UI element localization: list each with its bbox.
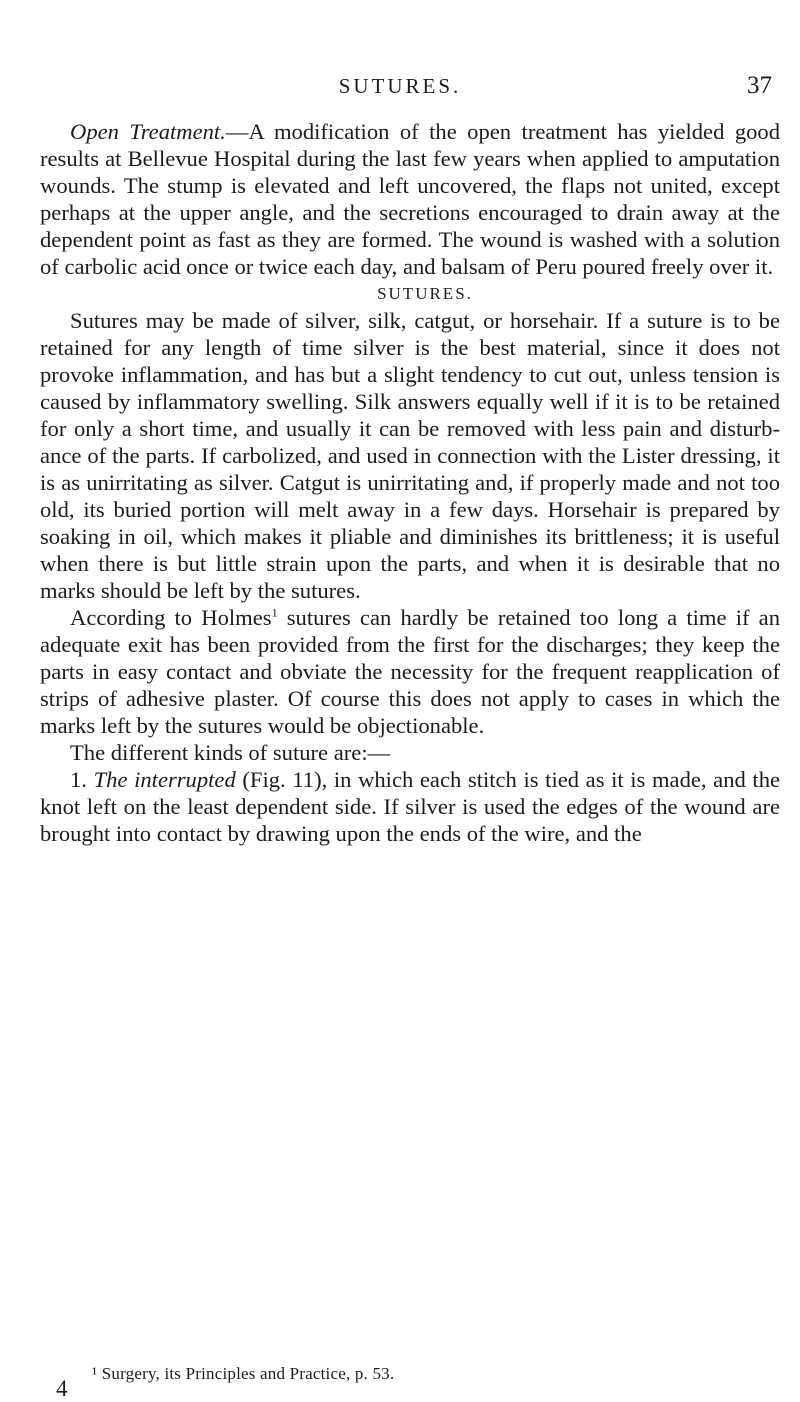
running-head [0, 72, 800, 112]
interrupted-number: 1. [70, 767, 94, 792]
interrupted-text: (Fig. 11), in which each stitch is tied as it is made, and the knot left on the least dependent side. If silver is used the edges of the wound are brought into contact by drawing upon the ends of the wire, and the [40, 767, 781, 846]
page-number: 37 [747, 72, 772, 99]
footnote-reference: 1 [271, 605, 278, 620]
section-heading: SUTURES. [377, 284, 473, 303]
open-treatment-run-in: Open Treatment. [70, 119, 226, 144]
paragraph-materials: Sutures may be made of silver, silk, catgut, or horsehair. If a suture is to be retained for any length of time silver is the best material, since it does not provoke inflammation, and has but a slight tendency to cut out, unless tension is caused by inflammatory swelling. Silk answers equally well if it is to be retained for only a short time, and usually it can be removed with less pain and disturbance of the parts. If carbolized, and used in connection with the Lister dressing, it is as unirritating as silver. Catgut is unirritating and, if properly made and not too old, its buried portion will melt away in a few days. Horsehair is prepared by soaking in oil, which makes it pliable and diminishes its brittleness; it is useful when there is but little strain upon the parts, and when it is desirable that no marks should be left by the sutures. [40, 308, 780, 603]
open-treatment-paragraph [40, 118, 780, 280]
holmes-text-start: According to Holmes [70, 605, 272, 630]
interrupted-run-in: The interrupted [93, 767, 236, 792]
holmes-text-end: sutures can hardly be retained too long a time if an adequate exit has been provided from the first for the discharges; they keep the parts in easy contact and obviate the necessity for the frequent reapplication of strips of adhesive plaster. Of course this does not apply to cases in which the marks left by the sutures would be objectionable. [40, 605, 780, 738]
running-title: SUTURES. [338, 74, 462, 98]
signature-mark: 4 [56, 1376, 68, 1401]
paragraph-holmes [40, 604, 780, 739]
paragraph-interrupted [40, 766, 780, 847]
body-text [40, 118, 780, 847]
footnote-text: ¹ Surgery, its Principles and Practice, p. 53. [92, 1364, 395, 1383]
footnote [40, 1364, 780, 1401]
open-treatment-text: —A modification of the open treatment has yielded good results at Bellevue Hospital during the last few years when applied to amputation wounds. The stump is elevated and left uncovered, the flaps not united, except perhaps at the upper angle, and the secretions encouraged to drain away at the dependent point as fast as they are formed. The wound is washed with a solution of carbolic acid once or twice each day, and balsam of Peru poured freely over it. [40, 119, 781, 279]
paragraph-kinds: The different kinds of suture are:— [70, 740, 391, 765]
